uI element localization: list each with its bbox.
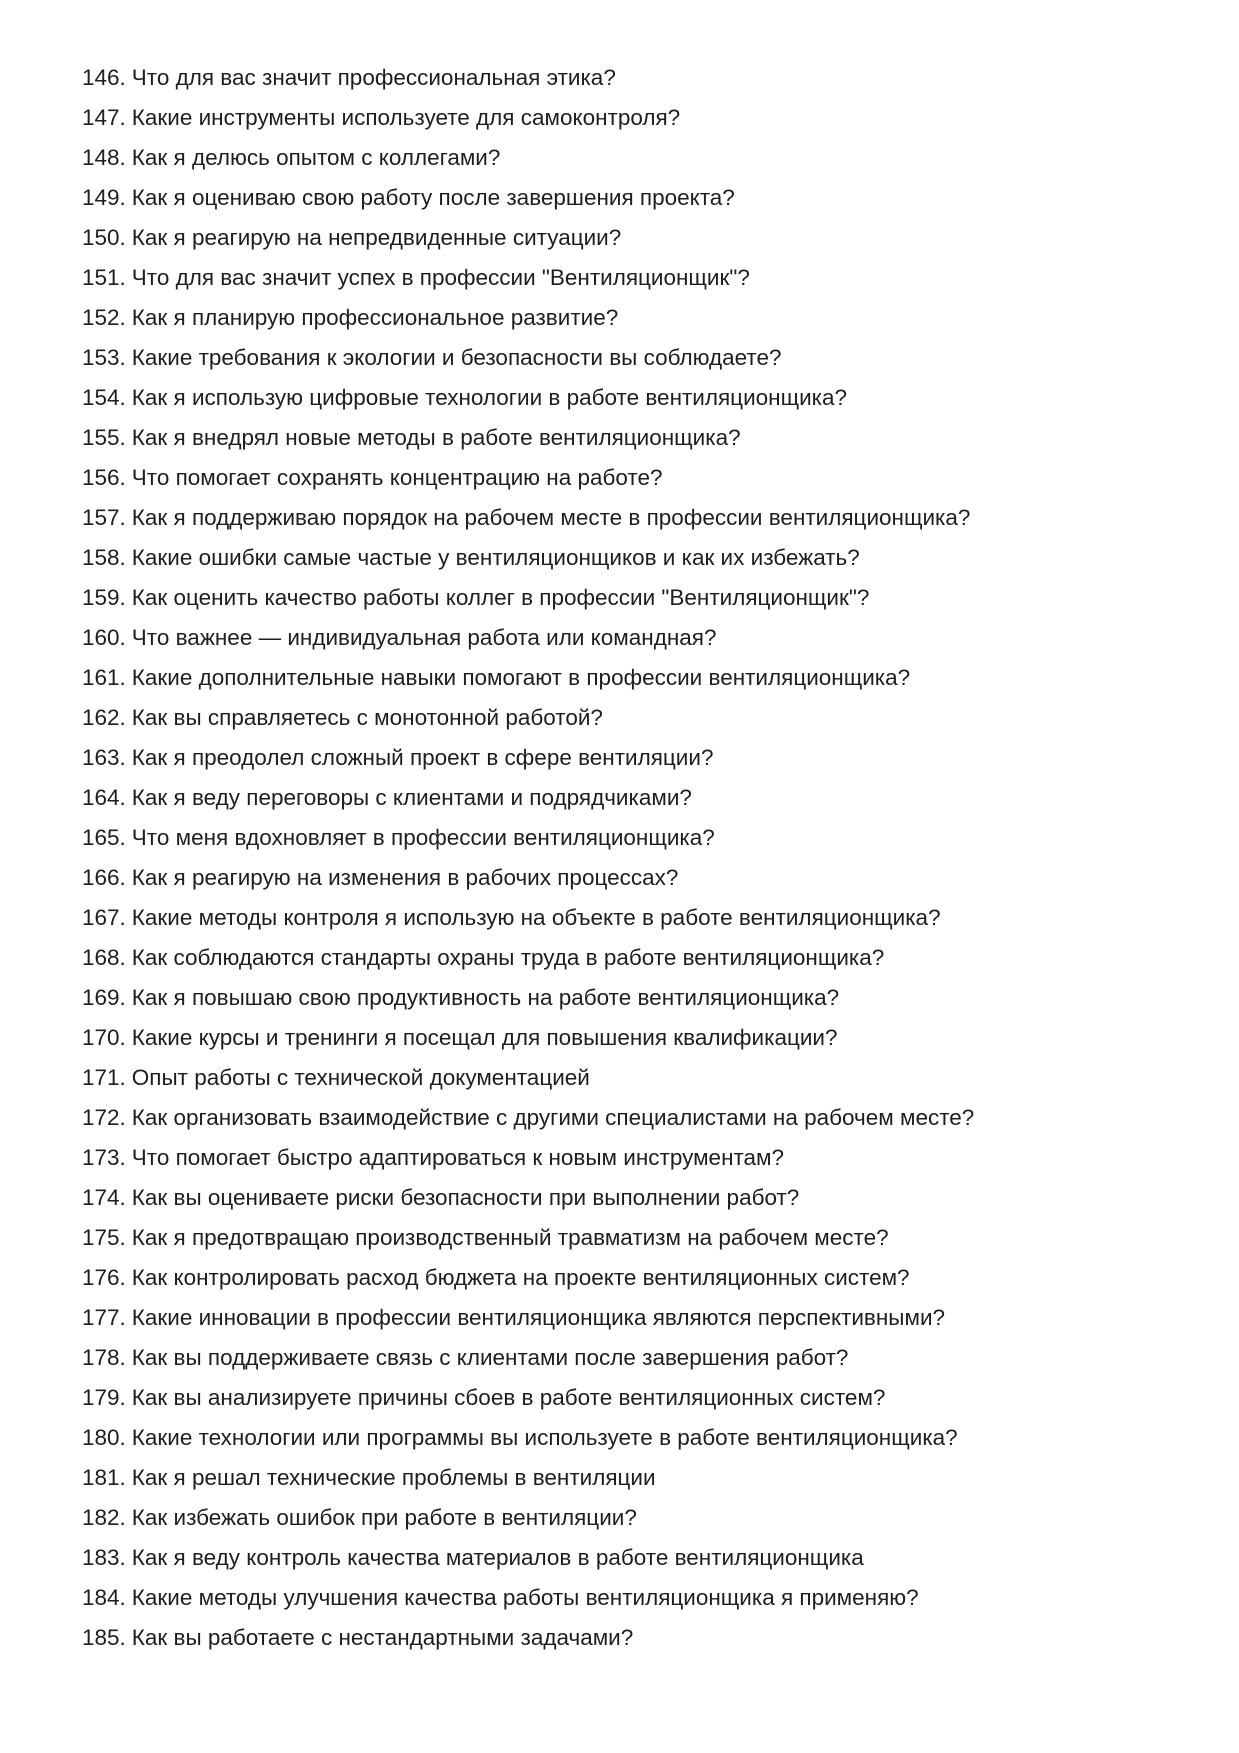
list-item: [82, 1382, 974, 1422]
item-number: 183.: [82, 1545, 126, 1570]
item-number: 155.: [82, 425, 126, 450]
item-number: 174.: [82, 1185, 126, 1210]
list-item: [82, 1422, 974, 1462]
item-text: Какие ошибки самые частые у вентиляционщиков и как их избежать?: [131, 545, 860, 570]
list-item: [82, 542, 974, 582]
item-text: Какие курсы и тренинги я посещал для повышения квалификации?: [131, 1025, 838, 1050]
item-text: Какие технологии или программы вы используете в работе вентиляционщика?: [131, 1425, 958, 1450]
list-item: [82, 142, 974, 182]
item-number: 162.: [82, 705, 126, 730]
list-item: [82, 502, 974, 542]
item-text: Какие методы контроля я использую на объекте в работе вентиляционщика?: [131, 905, 941, 930]
item-text: Как я веду переговоры с клиентами и подрядчиками?: [131, 785, 692, 810]
list-item: [82, 1542, 974, 1582]
item-number: 153.: [82, 345, 126, 370]
list-item: [82, 102, 974, 142]
item-text: Что важнее — индивидуальная работа или командная?: [131, 625, 717, 650]
item-number: 166.: [82, 865, 126, 890]
list-item: [82, 1102, 974, 1142]
item-number: 163.: [82, 745, 126, 770]
list-item: [82, 62, 974, 102]
item-text: Что меня вдохновляет в профессии вентиляционщика?: [131, 825, 715, 850]
item-text: Как я использую цифровые технологии в работе вентиляционщика?: [131, 385, 848, 410]
item-text: Какие инструменты используете для самоконтроля?: [131, 105, 681, 130]
list-item: [82, 942, 974, 982]
item-number: 161.: [82, 665, 126, 690]
item-number: 156.: [82, 465, 126, 490]
list-item: [82, 262, 974, 302]
item-number: 150.: [82, 225, 126, 250]
item-number: 146.: [82, 65, 126, 90]
item-text: Какие методы улучшения качества работы вентиляционщика я применяю?: [131, 1585, 919, 1610]
list-item: [82, 1502, 974, 1542]
item-number: 157.: [82, 505, 126, 530]
item-text: Как я веду контроль качества материалов в работе вентиляционщика: [131, 1545, 864, 1570]
item-number: 170.: [82, 1025, 126, 1050]
item-number: 180.: [82, 1425, 126, 1450]
list-item: [82, 1342, 974, 1382]
item-text: Как я повышаю свою продуктивность на работе вентиляционщика?: [131, 985, 840, 1010]
list-item: [82, 222, 974, 262]
item-number: 151.: [82, 265, 126, 290]
item-text: Как я преодолел сложный проект в сфере вентиляции?: [131, 745, 714, 770]
item-text: Какие инновации в профессии вентиляционщика являются перспективными?: [131, 1305, 946, 1330]
item-text: Как оценить качество работы коллег в профессии "Вентиляционщик"?: [131, 585, 870, 610]
item-number: 165.: [82, 825, 126, 850]
item-text: Как я реагирую на непредвиденные ситуации?: [131, 225, 622, 250]
item-number: 182.: [82, 1505, 126, 1530]
item-number: 185.: [82, 1625, 126, 1650]
item-text: Как я оцениваю свою работу после завершения проекта?: [131, 185, 735, 210]
list-item: [82, 662, 974, 702]
item-number: 167.: [82, 905, 126, 930]
item-number: 172.: [82, 1105, 126, 1130]
item-text: Как я делюсь опытом с коллегами?: [131, 145, 501, 170]
item-text: Какие дополнительные навыки помогают в профессии вентиляционщика?: [131, 665, 911, 690]
item-text: Как избежать ошибок при работе в вентиляции?: [131, 1505, 637, 1530]
item-number: 159.: [82, 585, 126, 610]
item-text: Как соблюдаются стандарты охраны труда в работе вентиляционщика?: [131, 945, 885, 970]
question-list: [82, 62, 974, 1662]
item-number: 173.: [82, 1145, 126, 1170]
list-item: [82, 1222, 974, 1262]
list-item: [82, 822, 974, 862]
item-text: Как я реагирую на изменения в рабочих процессах?: [131, 865, 679, 890]
item-text: Что помогает быстро адаптироваться к новым инструментам?: [131, 1145, 785, 1170]
item-text: Опыт работы с технической документацией: [131, 1065, 590, 1090]
item-number: 176.: [82, 1265, 126, 1290]
item-text: Как я внедрял новые методы в работе вентиляционщика?: [131, 425, 741, 450]
list-item: [82, 1142, 974, 1182]
list-item: [82, 342, 974, 382]
item-text: Что помогает сохранять концентрацию на работе?: [131, 465, 663, 490]
item-number: 152.: [82, 305, 126, 330]
item-number: 149.: [82, 185, 126, 210]
item-number: 168.: [82, 945, 126, 970]
list-item: [82, 1262, 974, 1302]
list-item: [82, 742, 974, 782]
list-item: [82, 902, 974, 942]
list-item: [82, 1622, 974, 1662]
item-text: Какие требования к экологии и безопасности вы соблюдаете?: [131, 345, 782, 370]
item-number: 147.: [82, 105, 126, 130]
item-number: 164.: [82, 785, 126, 810]
item-text: Что для вас значит профессиональная этика?: [131, 65, 616, 90]
item-number: 179.: [82, 1385, 126, 1410]
item-text: Как я планирую профессиональное развитие?: [131, 305, 619, 330]
item-number: 181.: [82, 1465, 126, 1490]
list-item: [82, 1582, 974, 1622]
item-text: Как контролировать расход бюджета на проекте вентиляционных систем?: [131, 1265, 910, 1290]
item-number: 171.: [82, 1065, 126, 1090]
item-number: 169.: [82, 985, 126, 1010]
list-item: [82, 1062, 974, 1102]
list-item: [82, 1462, 974, 1502]
list-item: [82, 862, 974, 902]
item-text: Как вы анализируете причины сбоев в работе вентиляционных систем?: [131, 1385, 886, 1410]
item-text: Как я поддерживаю порядок на рабочем месте в профессии вентиляционщика?: [131, 505, 971, 530]
list-item: [82, 1182, 974, 1222]
item-text: Как организовать взаимодействие с другими специалистами на рабочем месте?: [131, 1105, 975, 1130]
item-number: 154.: [82, 385, 126, 410]
list-item: [82, 622, 974, 662]
item-number: 175.: [82, 1225, 126, 1250]
item-number: 148.: [82, 145, 126, 170]
item-number: 160.: [82, 625, 126, 650]
item-text: Как вы справляетесь с монотонной работой?: [131, 705, 603, 730]
list-item: [82, 382, 974, 422]
item-number: 158.: [82, 545, 126, 570]
list-item: [82, 422, 974, 462]
list-item: [82, 1022, 974, 1062]
item-number: 184.: [82, 1585, 126, 1610]
item-number: 177.: [82, 1305, 126, 1330]
list-item: [82, 782, 974, 822]
item-text: Что для вас значит успех в профессии "Вентиляционщик"?: [131, 265, 750, 290]
item-text: Как вы поддерживаете связь с клиентами после завершения работ?: [131, 1345, 849, 1370]
list-item: [82, 982, 974, 1022]
item-text: Как вы работаете с нестандартными задачами?: [131, 1625, 634, 1650]
list-item: [82, 582, 974, 622]
item-text: Как вы оцениваете риски безопасности при выполнении работ?: [131, 1185, 800, 1210]
list-item: [82, 182, 974, 222]
item-text: Как я предотвращаю производственный травматизм на рабочем месте?: [131, 1225, 889, 1250]
list-item: [82, 702, 974, 742]
list-item: [82, 462, 974, 502]
item-text: Как я решал технические проблемы в вентиляции: [131, 1465, 656, 1490]
item-number: 178.: [82, 1345, 126, 1370]
list-item: [82, 302, 974, 342]
list-item: [82, 1302, 974, 1342]
